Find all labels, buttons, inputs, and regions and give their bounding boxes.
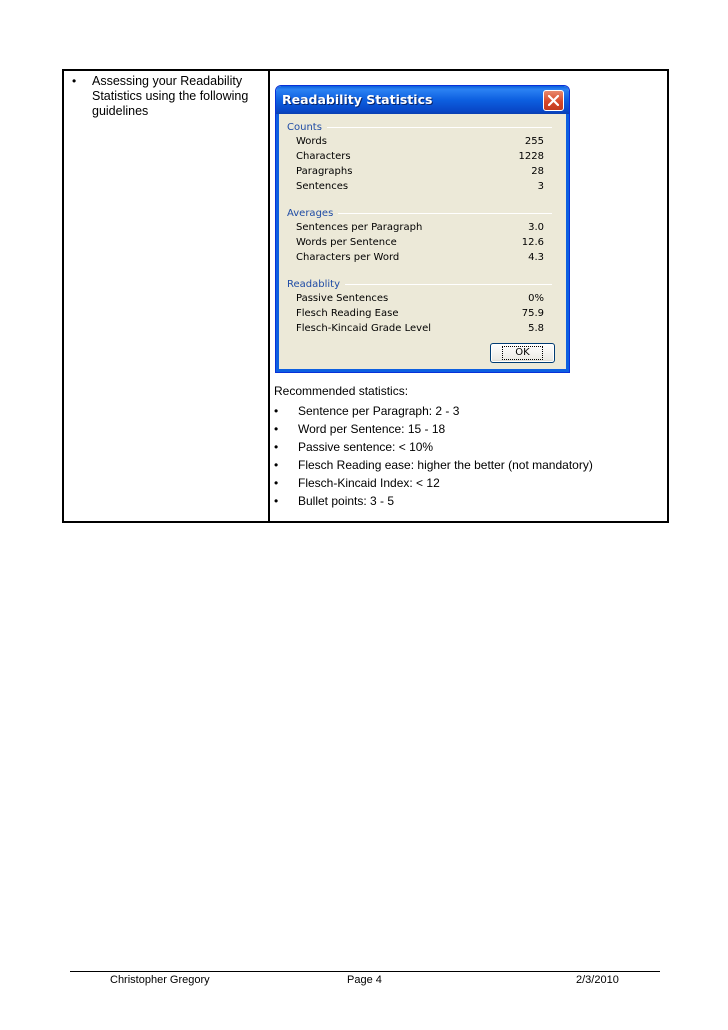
bullet-icon: • bbox=[274, 476, 279, 490]
group-divider bbox=[345, 284, 552, 285]
stat-label: Paragraphs bbox=[296, 166, 353, 177]
group-divider bbox=[327, 127, 552, 128]
stat-value: 3.0 bbox=[528, 222, 544, 233]
bullet-icon: • bbox=[274, 440, 279, 454]
close-button[interactable] bbox=[543, 90, 564, 111]
stat-row-characters bbox=[296, 151, 544, 164]
stat-row-flesch-reading-ease bbox=[296, 308, 544, 321]
counts-group-heading bbox=[287, 121, 552, 133]
stat-row-flesch-kincaid bbox=[296, 323, 544, 336]
recommended-list bbox=[274, 402, 593, 510]
list-item-text: Flesch-Kincaid Index: < 12 bbox=[298, 476, 440, 490]
ok-button[interactable] bbox=[490, 343, 555, 363]
stat-row-characters-per-word bbox=[296, 252, 544, 265]
left-bullet-text: Assessing your Readability Statistics using the following guidelines bbox=[92, 74, 249, 118]
stat-label: Flesch-Kincaid Grade Level bbox=[296, 323, 432, 334]
stat-label: Passive Sentences bbox=[296, 293, 389, 304]
list-item-text: Flesch Reading ease: higher the better (not mandatory) bbox=[298, 458, 593, 472]
stat-label: Sentences bbox=[296, 181, 349, 192]
bullet-icon: • bbox=[274, 494, 279, 508]
stat-label: Words per Sentence bbox=[296, 237, 397, 248]
averages-group-heading bbox=[287, 207, 552, 219]
stat-row-words bbox=[296, 136, 544, 149]
stat-row-passive-sentences bbox=[296, 293, 544, 306]
stat-label: Characters per Word bbox=[296, 252, 400, 263]
stat-row-paragraphs bbox=[296, 166, 544, 179]
list-item bbox=[274, 456, 593, 474]
list-item-text: Passive sentence: < 10% bbox=[298, 440, 434, 454]
stat-row-sentences-per-paragraph bbox=[296, 222, 544, 235]
stat-label: Sentences per Paragraph bbox=[296, 222, 423, 233]
bullet-icon: • bbox=[274, 422, 279, 436]
left-cell bbox=[64, 71, 268, 119]
bullet-icon: • bbox=[72, 74, 77, 88]
list-item bbox=[274, 474, 593, 492]
list-item bbox=[274, 420, 593, 438]
bullet-icon: • bbox=[274, 404, 279, 418]
list-item-text: Bullet points: 3 - 5 bbox=[298, 494, 395, 508]
list-item-text: Sentence per Paragraph: 2 - 3 bbox=[298, 404, 460, 418]
right-cell bbox=[270, 71, 667, 521]
stat-value: 4.3 bbox=[528, 252, 544, 263]
ok-button-label: OK bbox=[502, 346, 542, 360]
footer-page-number: Page 4 bbox=[347, 974, 382, 986]
stat-value: 0% bbox=[528, 293, 544, 304]
close-icon bbox=[548, 95, 559, 106]
stat-value: 28 bbox=[531, 166, 544, 177]
stat-value: 1228 bbox=[518, 151, 544, 162]
stat-value: 5.8 bbox=[528, 323, 544, 334]
content-table bbox=[62, 69, 669, 523]
group-divider bbox=[338, 213, 552, 214]
stat-row-sentences bbox=[296, 181, 544, 194]
stat-value: 75.9 bbox=[521, 308, 544, 319]
footer-date: 2/3/2010 bbox=[576, 974, 619, 986]
stat-row-words-per-sentence bbox=[296, 237, 544, 250]
readability-heading-label: Readablity bbox=[287, 278, 340, 290]
readability-dialog bbox=[275, 85, 570, 373]
stat-value: 3 bbox=[537, 181, 544, 192]
readability-group-heading bbox=[287, 278, 552, 290]
dialog-titlebar[interactable] bbox=[276, 86, 569, 114]
stat-value: 12.6 bbox=[521, 237, 544, 248]
counts-heading-label: Counts bbox=[287, 121, 322, 133]
list-item bbox=[274, 438, 593, 456]
stat-label: Words bbox=[296, 136, 327, 147]
footer-author: Christopher Gregory bbox=[110, 974, 210, 986]
footer-divider bbox=[70, 971, 660, 972]
dialog-title: Readability Statistics bbox=[282, 92, 433, 107]
left-bullet-item bbox=[72, 74, 264, 119]
bullet-icon: • bbox=[274, 458, 279, 472]
stat-value: 255 bbox=[524, 136, 544, 147]
list-item bbox=[274, 492, 593, 510]
averages-heading-label: Averages bbox=[287, 207, 334, 219]
recommended-title: Recommended statistics: bbox=[274, 384, 409, 398]
stat-label: Characters bbox=[296, 151, 351, 162]
list-item bbox=[274, 402, 593, 420]
dialog-body bbox=[276, 114, 569, 372]
list-item-text: Word per Sentence: 15 - 18 bbox=[298, 422, 446, 436]
stat-label: Flesch Reading Ease bbox=[296, 308, 399, 319]
